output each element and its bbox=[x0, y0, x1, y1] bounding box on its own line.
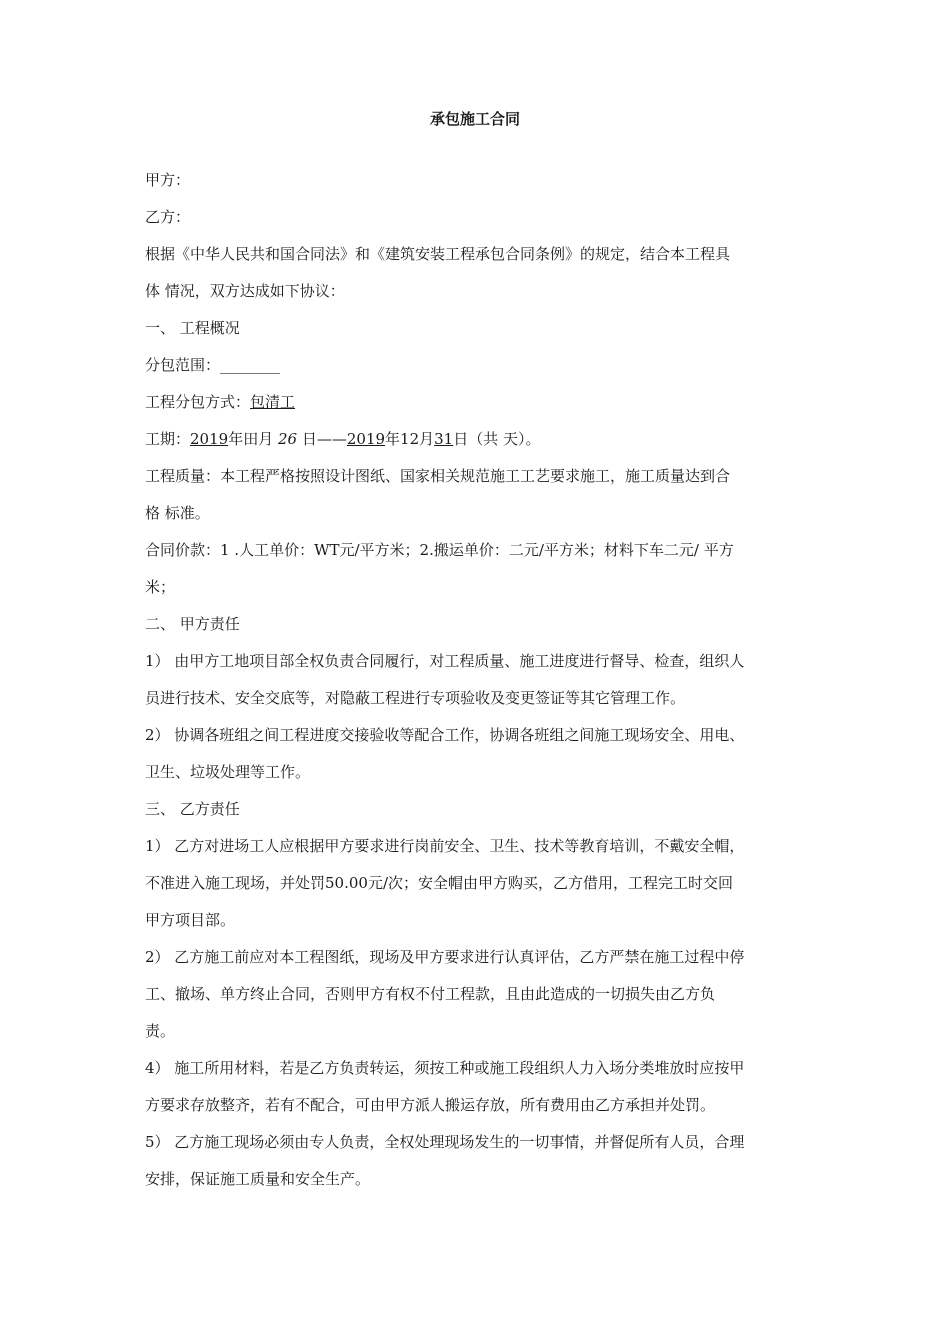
method-value: 包清工 bbox=[250, 393, 296, 411]
section-3-item-2-line-2: 工、撤场、单方终止合同，否则甲方有权不付工程款，且由此造成的一切损失由乙方负 bbox=[145, 985, 716, 1003]
section-3-item-1-line-3: 甲方项目部。 bbox=[145, 911, 236, 929]
price-line-2: 米； bbox=[145, 578, 176, 596]
party-a-line: 甲方： bbox=[145, 171, 191, 189]
period-end-day: 31 bbox=[434, 430, 454, 448]
quality-line-2: 格 标准。 bbox=[145, 504, 210, 522]
section-3-item-2-line-3: 责。 bbox=[145, 1022, 176, 1040]
period-mid-3: 年12月 bbox=[385, 430, 435, 448]
section-3-item-1-line-1: 1） 乙方对进场工人应根据甲方要求进行岗前安全、卫生、技术等教育培训，不戴安全帽， bbox=[145, 837, 745, 855]
intro-line-2: 体 情况，双方达成如下协议： bbox=[145, 282, 345, 300]
section-2-item-1-line-1: 1） 由甲方工地项目部全权负责合同履行，对工程质量、施工进度进行督导、检查，组织人 bbox=[145, 652, 745, 670]
period-end-year: 2019 bbox=[346, 430, 386, 448]
party-b-line: 乙方： bbox=[145, 208, 191, 226]
price-line-1: 合同价款：1 .人工单价：WT元/平方米；2.搬运单价：二元/平方米；材料下车二元/ 平方 bbox=[145, 541, 734, 559]
section-3-item-1-line-2: 不准进入施工现场，并处罚50.00元/次；安全帽由甲方购买，乙方借用，工程完工时交回 bbox=[145, 874, 733, 892]
scope-line: 分包范围：________ bbox=[145, 356, 281, 374]
period-tail: 日（共 天）。 bbox=[453, 430, 541, 448]
period-label: 工期： bbox=[145, 430, 191, 448]
section-2-item-2-line-2: 卫生、垃圾处理等工作。 bbox=[145, 763, 311, 781]
section-2-item-1-line-2: 员进行技术、安全交底等，对隐蔽工程进行专项验收及变更签证等其它管理工作。 bbox=[145, 689, 686, 707]
section-2-heading: 二、 甲方责任 bbox=[145, 615, 240, 633]
section-3-item-2-line-1: 2） 乙方施工前应对本工程图纸，现场及甲方要求进行认真评估，乙方严禁在施工过程中停 bbox=[145, 948, 745, 966]
period-start-day: 26 bbox=[277, 430, 298, 448]
period-mid-1: 年田月 bbox=[228, 430, 278, 448]
document-body bbox=[145, 162, 820, 1198]
intro-line-1: 根据《中华人民共和国合同法》和《建筑安装工程承包合同条例》的规定，结合本工程具 bbox=[145, 245, 731, 263]
section-1-heading: 一、 工程概况 bbox=[145, 319, 240, 337]
section-3-heading: 三、 乙方责任 bbox=[145, 800, 240, 818]
section-3-item-5-line-1: 5） 乙方施工现场必须由专人负责，全权处理现场发生的一切事情，并督促所有人员，合理 bbox=[145, 1133, 745, 1151]
method-label: 工程分包方式： bbox=[145, 393, 251, 411]
section-3-item-4-line-1: 4） 施工所用材料，若是乙方负责转运，须按工种或施工段组织人力入场分类堆放时应按甲 bbox=[145, 1059, 745, 1077]
period-mid-2: 日—— bbox=[297, 430, 347, 448]
method-line bbox=[145, 384, 820, 421]
period-line bbox=[145, 421, 820, 458]
section-2-item-2-line-1: 2） 协调各班组之间工程进度交接验收等配合工作，协调各班组之间施工现场安全、用电、 bbox=[145, 726, 745, 744]
quality-line-1: 工程质量：本工程严格按照设计图纸、国家相关规范施工工艺要求施工，施工质量达到合 bbox=[145, 467, 731, 485]
document-title: 承包施工合同 bbox=[429, 110, 520, 128]
period-start-year: 2019 bbox=[190, 430, 229, 448]
section-3-item-5-line-2: 安排，保证施工质量和安全生产。 bbox=[145, 1170, 371, 1188]
section-3-item-4-line-2: 方要求存放整齐，若有不配合，可由甲方派人搬运存放，所有费用由乙方承担并处罚。 bbox=[145, 1096, 716, 1114]
